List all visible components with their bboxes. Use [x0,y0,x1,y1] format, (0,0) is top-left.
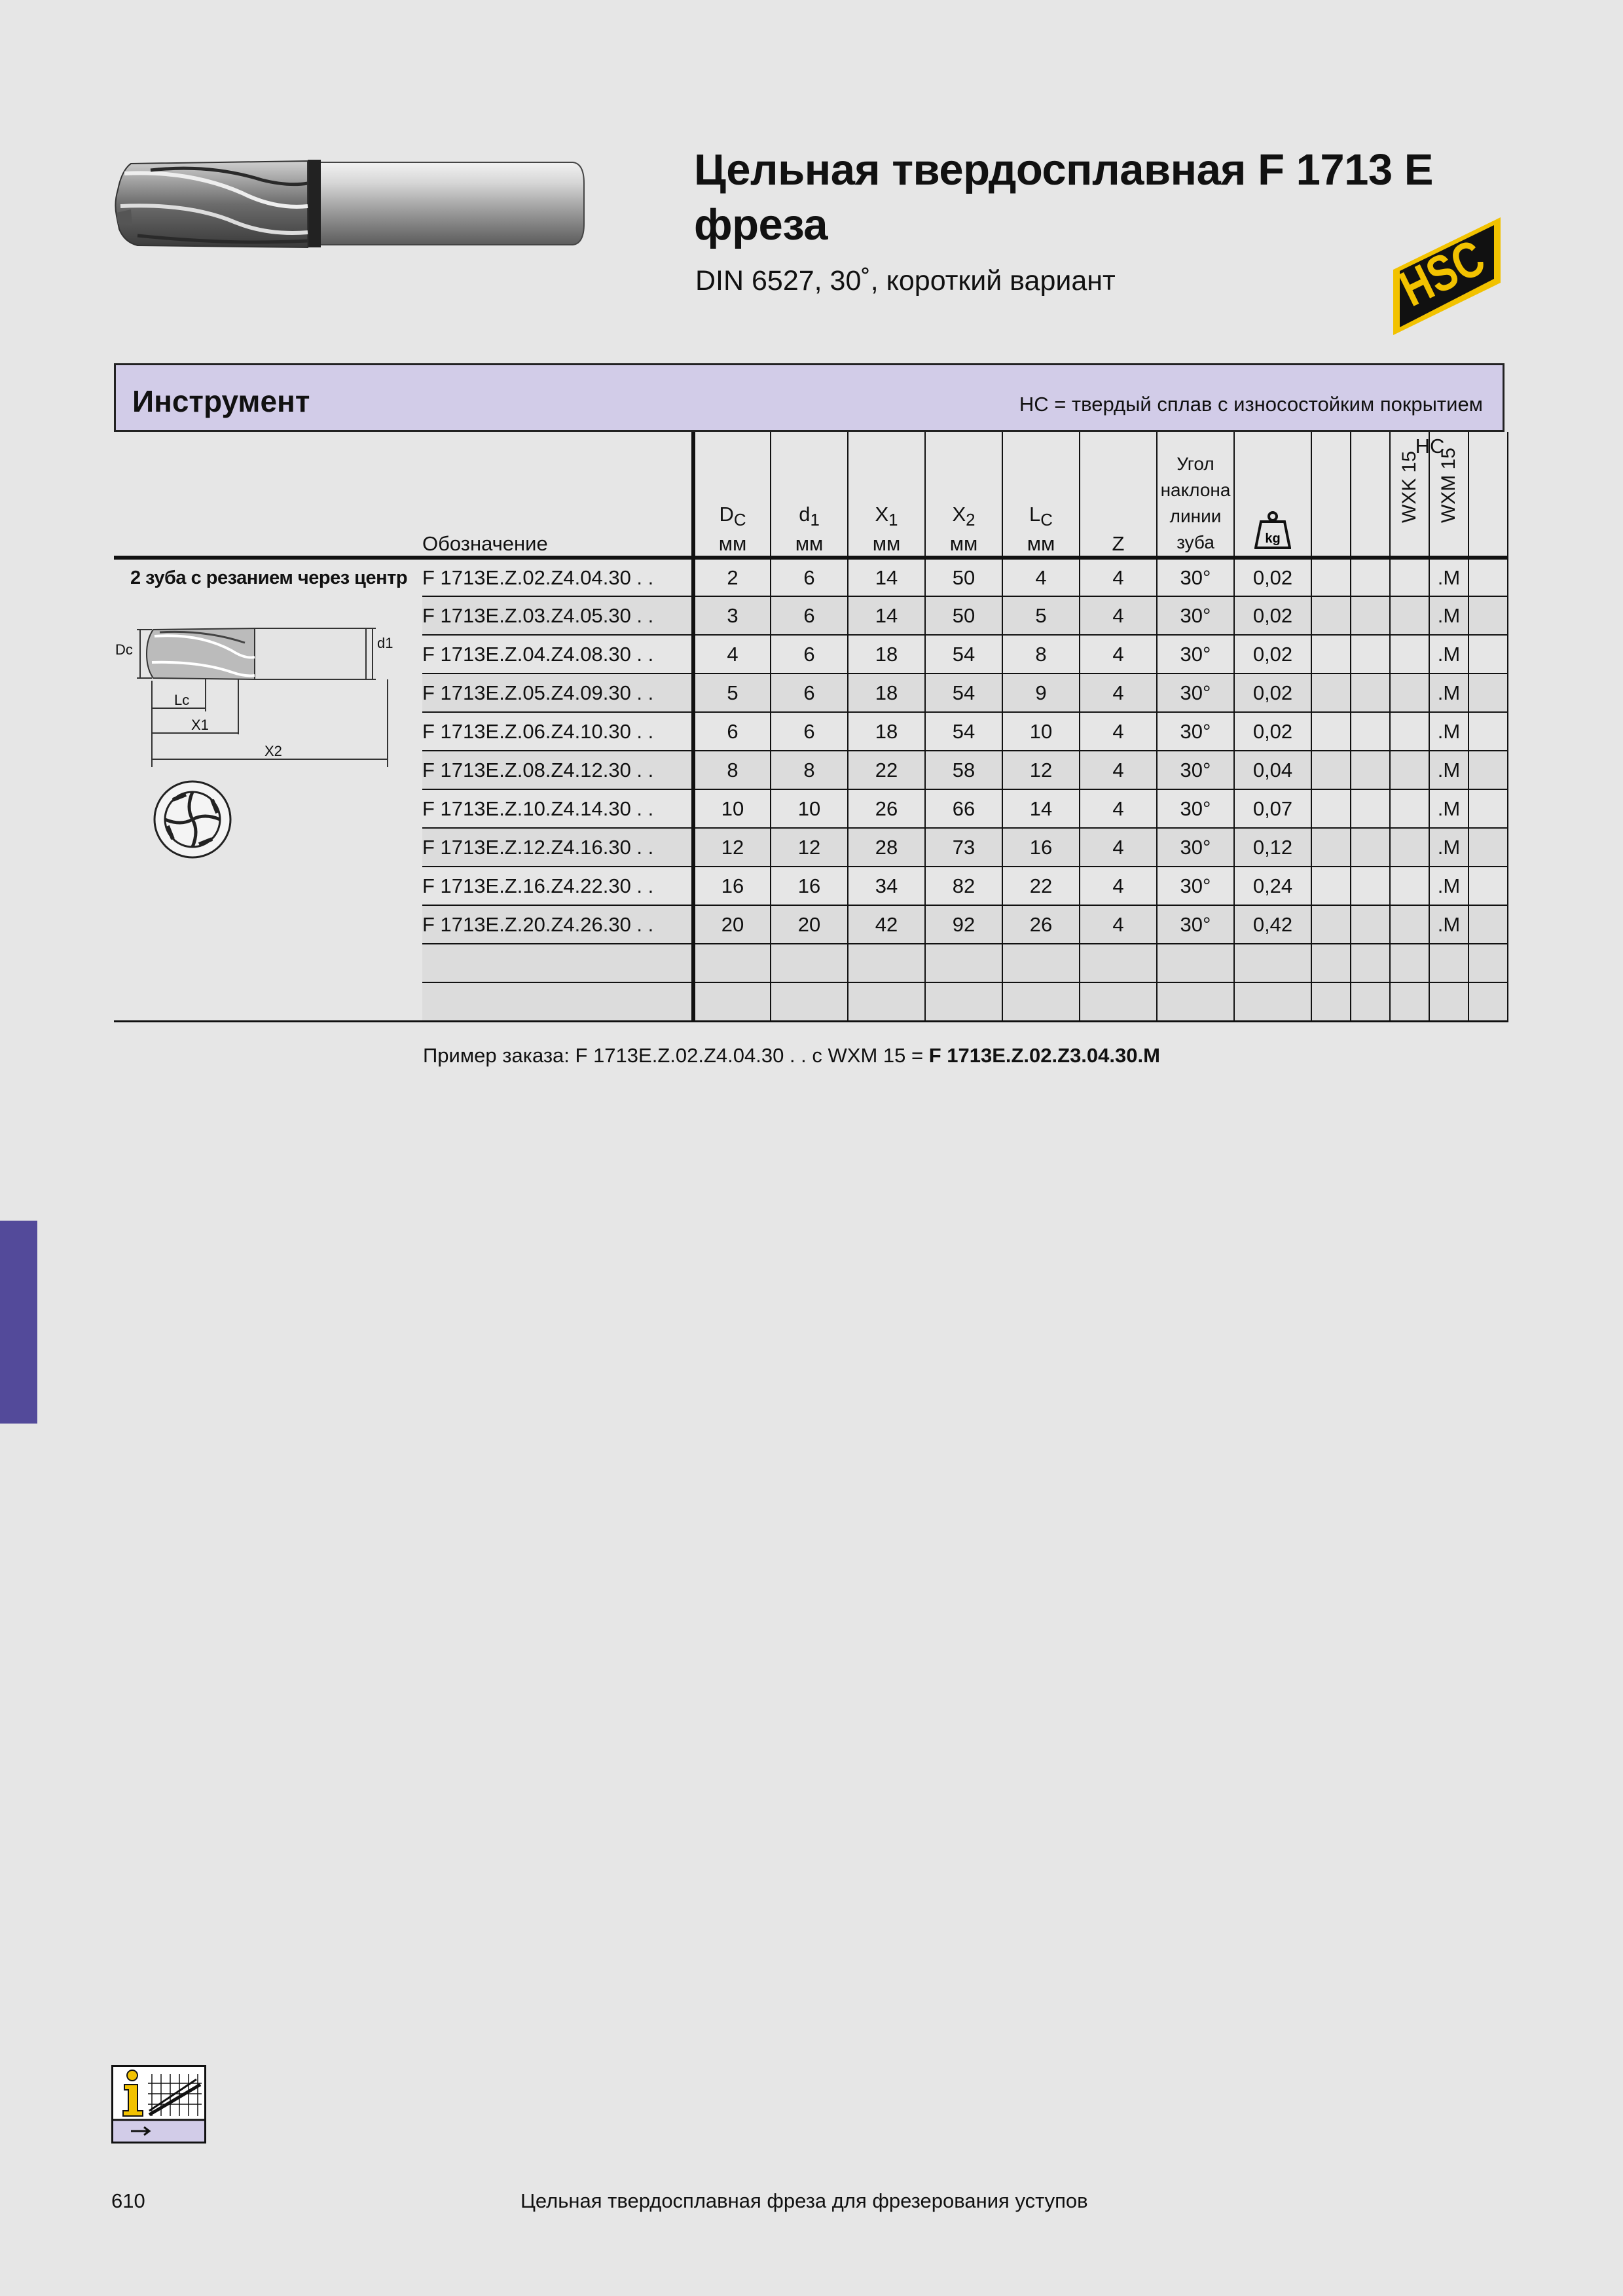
cell-wxm15: .M [1429,751,1468,789]
cell-blank-1 [1311,828,1351,867]
cell-blank-1 [1311,789,1351,828]
cell-blank-3 [1468,712,1508,751]
cell-z [1080,982,1157,1021]
cell-designation: F 1713E.Z.02.Z4.04.30 . . [422,558,693,596]
cell-x2: 54 [925,712,1002,751]
cell-dc: 2 [693,558,771,596]
cell-blank-1 [1311,635,1351,673]
cell-x1: 14 [848,596,925,635]
cell-weight [1234,982,1311,1021]
cell-blank-1 [1311,712,1351,751]
cell-x1: 34 [848,867,925,905]
hsc-badge-text: HSC [1391,228,1493,317]
chapter-side-tab[interactable] [0,1221,37,1424]
cell-weight: 0,02 [1234,635,1311,673]
cell-wxm15: .M [1429,828,1468,867]
cell-dc: 12 [693,828,771,867]
cell-designation: F 1713E.Z.08.Z4.12.30 . . [422,751,693,789]
cell-blank-2 [1351,712,1390,751]
cell-wxm15 [1429,944,1468,982]
cell-x2: 50 [925,596,1002,635]
cell-lc [1002,944,1080,982]
cell-x2: 58 [925,751,1002,789]
footer-text: Цельная твердосплавная фреза для фрезерования уступов [520,2189,1088,2212]
drawing-caption: 2 зуба с резанием через центр [130,567,408,588]
cell-weight: 0,02 [1234,712,1311,751]
cell-dc: 5 [693,673,771,712]
cell-weight: 0,07 [1234,789,1311,828]
cell-d1: 10 [771,789,848,828]
svg-text:X2: X2 [264,743,282,759]
cell-helix-angle: 30° [1157,673,1234,712]
cell-lc: 10 [1002,712,1080,751]
cell-wxk15 [1390,558,1429,596]
cell-blank-2 [1351,673,1390,712]
cell-designation: F 1713E.Z.20.Z4.26.30 . . [422,905,693,944]
product-table [114,432,1508,1022]
order-example [423,1044,1160,1067]
order-example-result: F 1713E.Z.02.Z3.04.30.M [928,1044,1160,1067]
cell-designation: F 1713E.Z.12.Z4.16.30 . . [422,828,693,867]
cell-dc [693,982,771,1021]
page-title [694,143,1433,253]
cell-designation: F 1713E.Z.04.Z4.08.30 . . [422,635,693,673]
svg-text:X1: X1 [191,717,209,733]
cell-blank-2 [1351,558,1390,596]
cell-dc: 20 [693,905,771,944]
cell-designation: F 1713E.Z.16.Z4.22.30 . . [422,867,693,905]
cell-lc: 4 [1002,558,1080,596]
cell-helix-angle: 30° [1157,751,1234,789]
cell-blank-3 [1468,751,1508,789]
coating-legend: HC = твердый сплав с износостойким покрытием [1019,393,1483,416]
cell-wxm15: .M [1429,558,1468,596]
cell-lc: 5 [1002,596,1080,635]
cell-blank-3 [1468,635,1508,673]
cell-z: 4 [1080,673,1157,712]
cell-blank-2 [1351,828,1390,867]
cell-wxm15: .M [1429,635,1468,673]
cell-x1 [848,944,925,982]
cell-blank-2 [1351,751,1390,789]
cell-dc: 3 [693,596,771,635]
cell-lc [1002,982,1080,1021]
cell-x1: 26 [848,789,925,828]
cell-wxk15 [1390,828,1429,867]
cell-weight [1234,944,1311,982]
cell-wxk15 [1390,596,1429,635]
cell-z: 4 [1080,596,1157,635]
cell-helix-angle: 30° [1157,596,1234,635]
cell-x2: 92 [925,905,1002,944]
cell-designation [422,982,693,1021]
cell-z: 4 [1080,867,1157,905]
cell-dc: 6 [693,712,771,751]
cell-d1 [771,944,848,982]
cell-blank-3 [1468,558,1508,596]
header-wxk15: WXK 15 [1390,432,1429,558]
cell-designation: F 1713E.Z.05.Z4.09.30 . . [422,673,693,712]
cell-helix-angle: 30° [1157,635,1234,673]
cell-weight: 0,12 [1234,828,1311,867]
cell-wxm15 [1429,982,1468,1021]
dimension-drawing-cell [114,558,422,1021]
header-helix-angle: Угол наклона линии зуба [1157,432,1234,558]
cell-z: 4 [1080,828,1157,867]
cell-lc: 14 [1002,789,1080,828]
cell-blank-1 [1311,751,1351,789]
cell-dc: 8 [693,751,771,789]
cell-designation: F 1713E.Z.03.Z4.05.30 . . [422,596,693,635]
cell-z: 4 [1080,712,1157,751]
cell-x2: 54 [925,673,1002,712]
cell-d1: 6 [771,673,848,712]
cell-x2: 82 [925,867,1002,905]
cell-helix-angle: 30° [1157,828,1234,867]
cell-blank-2 [1351,867,1390,905]
cell-lc: 9 [1002,673,1080,712]
cell-wxk15 [1390,673,1429,712]
cell-wxk15 [1390,982,1429,1021]
hsc-badge [1388,211,1506,340]
cell-blank-3 [1468,982,1508,1021]
cell-blank-2 [1351,789,1390,828]
title-line-1: Цельная твердосплавная F 1713 E [694,145,1433,194]
cell-lc: 22 [1002,867,1080,905]
cell-weight: 0,02 [1234,673,1311,712]
header-image-cell [114,432,422,558]
cell-blank-3 [1468,867,1508,905]
cell-x2: 73 [925,828,1002,867]
cell-lc: 26 [1002,905,1080,944]
cell-x1: 22 [848,751,925,789]
info-icon[interactable] [111,2065,206,2144]
cell-d1: 6 [771,558,848,596]
cell-helix-angle: 30° [1157,867,1234,905]
cell-wxm15: .M [1429,673,1468,712]
cell-blank-2 [1351,635,1390,673]
cell-blank-2 [1351,596,1390,635]
cell-dc [693,944,771,982]
cell-blank-3 [1468,789,1508,828]
cell-d1: 12 [771,828,848,867]
cell-z: 4 [1080,905,1157,944]
cell-d1: 20 [771,905,848,944]
svg-text:Dc: Dc [115,641,133,658]
table-header-row [114,432,1508,558]
header-blank-2 [1351,432,1390,558]
cell-x1: 18 [848,635,925,673]
cell-blank-1 [1311,867,1351,905]
svg-text:Lc: Lc [174,692,190,708]
cell-blank-1 [1311,982,1351,1021]
cell-blank-1 [1311,596,1351,635]
cell-wxm15: .M [1429,789,1468,828]
title-line-2: фреза [694,200,828,249]
tool-illustration [111,144,589,262]
cell-blank-3 [1468,944,1508,982]
header-x1: $X_1$ мм [848,432,925,558]
cell-z: 4 [1080,789,1157,828]
cell-d1: 8 [771,751,848,789]
table-row [114,558,1508,596]
header-lc: $L_C$ мм [1002,432,1080,558]
cell-z: 4 [1080,751,1157,789]
cell-z: 4 [1080,635,1157,673]
cell-lc: 16 [1002,828,1080,867]
cell-helix-angle: 30° [1157,905,1234,944]
header-blank-3 [1468,432,1508,558]
cell-wxk15 [1390,635,1429,673]
cell-helix-angle: 30° [1157,712,1234,751]
header-designation: Обозначение [422,432,693,558]
cell-blank-1 [1311,905,1351,944]
cell-x1 [848,982,925,1021]
cell-wxm15: .M [1429,596,1468,635]
cell-weight: 0,24 [1234,867,1311,905]
cell-helix-angle: 30° [1157,789,1234,828]
cell-wxk15 [1390,867,1429,905]
cell-x2: 66 [925,789,1002,828]
cell-blank-2 [1351,905,1390,944]
section-title: Инструмент [132,384,310,418]
cell-blank-3 [1468,596,1508,635]
svg-text:kg: kg [1265,531,1281,546]
cell-x2 [925,944,1002,982]
cell-dc: 10 [693,789,771,828]
header-x2: $X_2$ мм [925,432,1002,558]
cell-wxk15 [1390,789,1429,828]
cell-dc: 4 [693,635,771,673]
section-header [114,363,1504,432]
cell-blank-2 [1351,944,1390,982]
cell-x1: 28 [848,828,925,867]
cell-wxk15 [1390,712,1429,751]
cell-wxk15 [1390,905,1429,944]
cell-wxm15: .M [1429,905,1468,944]
cell-wxm15: .M [1429,712,1468,751]
header-weight [1234,432,1311,558]
cell-designation: F 1713E.Z.10.Z4.14.30 . . [422,789,693,828]
cell-d1: 6 [771,635,848,673]
header-dc: $D_C$ мм [693,432,771,558]
cell-blank-1 [1311,673,1351,712]
cell-wxm15: .M [1429,867,1468,905]
cell-x1: 42 [848,905,925,944]
cell-dc: 16 [693,867,771,905]
header-wxm15: HC WXM 15 [1429,432,1468,558]
cell-blank-1 [1311,558,1351,596]
cell-x1: 18 [848,673,925,712]
cell-weight: 0,02 [1234,596,1311,635]
cell-lc: 8 [1002,635,1080,673]
dimension-drawing [114,603,402,878]
cell-d1: 6 [771,596,848,635]
header-blank-1 [1311,432,1351,558]
order-example-prefix: Пример заказа: F 1713E.Z.02.Z4.04.30 . . с WXM 15 = [423,1044,929,1067]
svg-text:d1: d1 [377,635,393,651]
header-z: Z [1080,432,1157,558]
header-hc: HC [1415,435,1445,457]
cell-z [1080,944,1157,982]
cell-wxk15 [1390,751,1429,789]
cell-blank-3 [1468,828,1508,867]
header-d1: $d_1$ мм [771,432,848,558]
cell-blank-3 [1468,905,1508,944]
page-number: 610 [111,2189,145,2212]
cell-x2: 50 [925,558,1002,596]
cell-helix-angle [1157,944,1234,982]
cell-weight: 0,42 [1234,905,1311,944]
cell-helix-angle [1157,982,1234,1021]
page-subtitle: DIN 6527, 30˚, короткий вариант [695,265,1116,296]
cell-weight: 0,02 [1234,558,1311,596]
cell-weight: 0,04 [1234,751,1311,789]
cell-designation: F 1713E.Z.06.Z4.10.30 . . [422,712,693,751]
cell-d1 [771,982,848,1021]
cell-x1: 18 [848,712,925,751]
cell-z: 4 [1080,558,1157,596]
cell-helix-angle: 30° [1157,558,1234,596]
cell-x2 [925,982,1002,1021]
cell-d1: 16 [771,867,848,905]
cell-blank-3 [1468,673,1508,712]
cell-d1: 6 [771,712,848,751]
cell-x2: 54 [925,635,1002,673]
cell-wxk15 [1390,944,1429,982]
cell-blank-1 [1311,944,1351,982]
cell-x1: 14 [848,558,925,596]
cell-designation [422,944,693,982]
cell-blank-2 [1351,982,1390,1021]
cell-lc: 12 [1002,751,1080,789]
weight-icon [1254,510,1291,550]
